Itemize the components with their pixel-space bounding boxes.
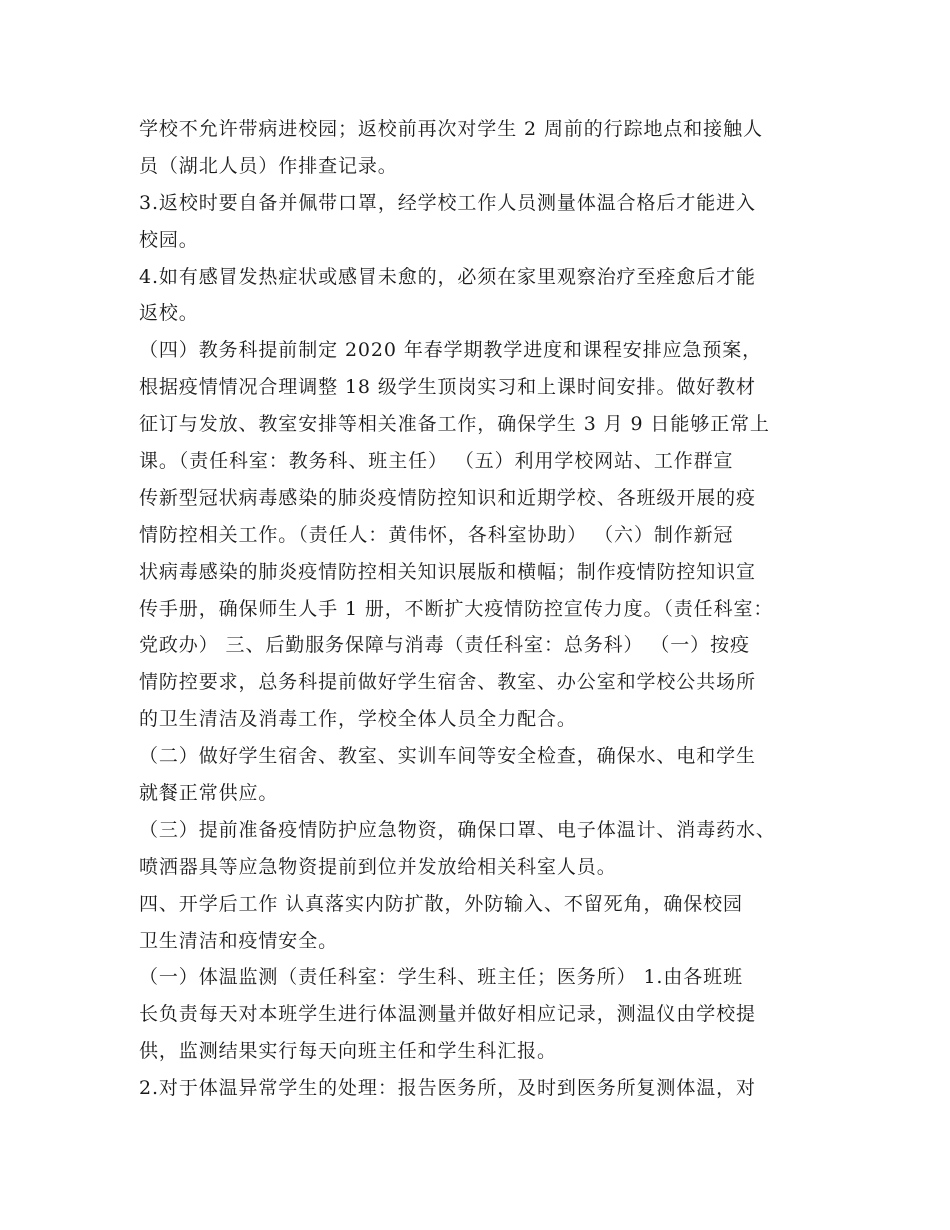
text-line: （四）教务科提前制定 2020 年春学期教学进度和课程安排应急预案， (139, 339, 763, 362)
text-line: （一）体温监测（责任科室：学生科、班主任；医务所） 1.由各班班 (139, 966, 743, 989)
text-line: 卫生清洁和疫情安全。 (139, 929, 339, 952)
text-line: 喷洒器具等应急物资提前到位并发放给相关科室人员。 (139, 855, 617, 878)
text-line: 员（湖北人员）作排查记录。 (139, 154, 398, 177)
text-line: 传新型冠状病毒感染的肺炎疫情防控知识和近期学校、各班级开展的疫 (139, 486, 756, 509)
text-line: 3.返校时要自备并佩带口罩，经学校工作人员测量体温合格后才能进入 (139, 191, 756, 214)
text-line: 情防控相关工作。（责任人：黄伟怀，各科室协助） （六）制作新冠 (139, 523, 734, 546)
text-line: 供，监测结果实行每天向班主任和学生科汇报。 (139, 1040, 557, 1063)
text-line: 4.如有感冒发热症状或感冒未愈的，必须在家里观察治疗至痊愈后才能 (139, 265, 756, 288)
text-line: （三）提前准备疫情防护应急物资，确保口罩、电子体温计、消毒药水、 (139, 818, 776, 841)
text-line: 的卫生清洁及消毒工作，学校全体人员全力配合。 (139, 708, 577, 731)
text-line: 学校不允许带病进校园；返校前再次对学生 2 周前的行踪地点和接触人 (139, 118, 763, 140)
text-line: 返校。 (139, 302, 199, 325)
text-line: （二）做好学生宿舍、教室、实训车间等安全检查，确保水、电和学生 (139, 745, 756, 768)
text-line: 四、开学后工作 认真落实内防扩散，外防输入、不留死角，确保校园 (139, 892, 743, 915)
text-line: 状病毒感染的肺炎疫情防控相关知识展版和横幅；制作疫情防控知识宣 (139, 560, 756, 583)
text-line: 情防控要求，总务科提前做好学生宿舍、教室、办公室和学校公共场所 (139, 671, 756, 694)
text-line: 征订与发放、教室安排等相关准备工作，确保学生 3 月 9 日能够正常上 (139, 413, 770, 436)
text-line: 长负责每天对本班学生进行体温测量并做好相应记录，测温仪由学校提 (139, 1003, 756, 1026)
text-line: 根据疫情情况合理调整 18 级学生顶岗实习和上课时间安排。做好教材 (139, 376, 756, 399)
document-body (139, 111, 829, 1107)
text-line: 传手册，确保师生人手 1 册，不断扩大疫情防控宣传力度。（责任科室： (139, 597, 774, 620)
text-line: 2.对于体温异常学生的处理：报告医务所，及时到医务所复测体温，对 (139, 1077, 756, 1100)
text-line: 课。（责任科室：教务科、班主任） （五）利用学校网站、工作群宣 (139, 450, 734, 473)
text-line: 党政办） 三、后勤服务保障与消毒（责任科室：总务科） （一）按疫 (139, 634, 750, 657)
text-line: 校园。 (139, 228, 199, 251)
text-line: 就餐正常供应。 (139, 782, 279, 805)
